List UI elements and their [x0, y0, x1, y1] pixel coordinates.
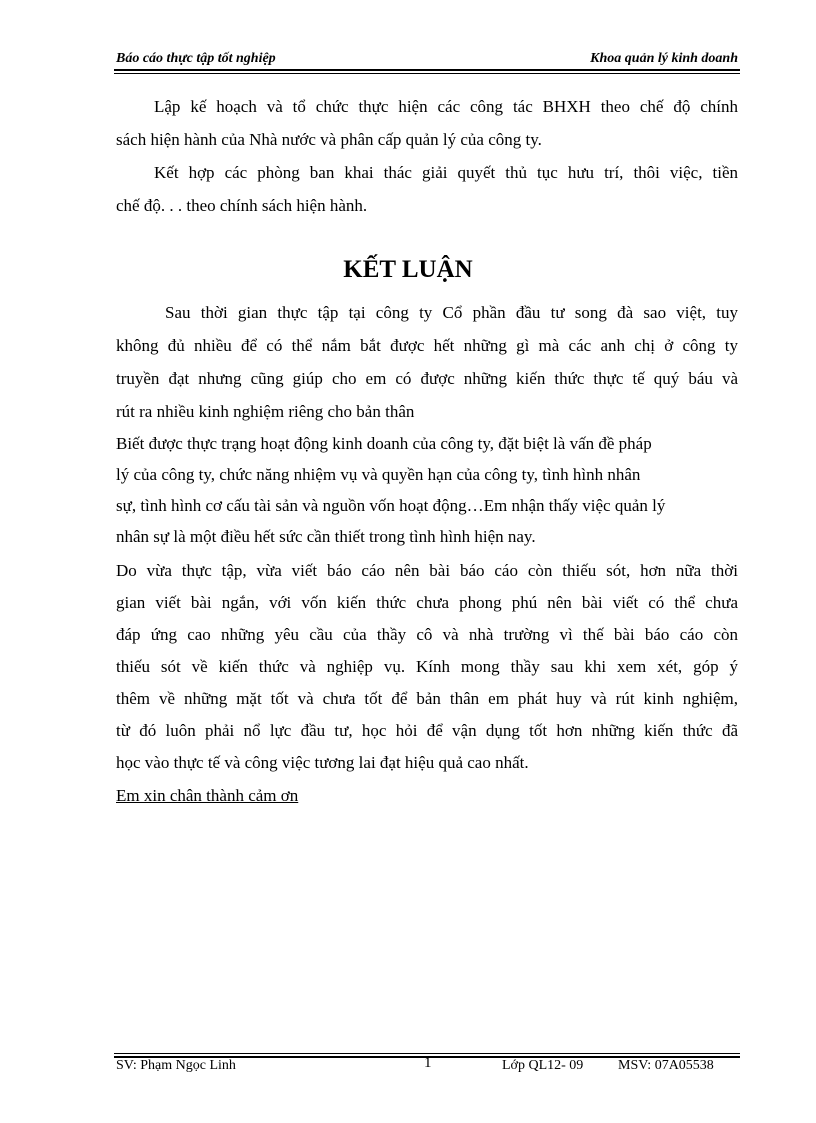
body-paragraph-1-line-1: Lập kế hoạch và tổ chức thực hiện các công tác BHXH theo chế độ chính — [154, 97, 738, 116]
footer-divider-thin — [114, 1053, 740, 1054]
conclusion-paragraph-3-line-3: đáp ứng cao những yêu cầu của thầy cô và nhà trường vì thế bài báo cáo còn — [116, 625, 738, 644]
body-paragraph-2-line-2: chế độ. . . theo chính sách hiện hành. — [116, 196, 368, 215]
conclusion-paragraph-1-line-4: rút ra nhiều kinh nghiệm riêng cho bản thân — [116, 402, 415, 421]
closing-thanks: Em xin chân thành cảm ơn — [116, 786, 299, 805]
conclusion-paragraph-1-line-2: không đủ nhiều để có thể nắm bắt được hết những gì mà các anh chị ở công ty — [116, 336, 738, 355]
conclusion-paragraph-1-line-1: Sau thời gian thực tập tại công ty Cổ phần đầu tư song đà sao việt, tuy — [165, 303, 738, 322]
conclusion-paragraph-3-line-6: từ đó luôn phải nổ lực đầu tư, học hỏi để vận dụng tốt hơn những kiến thức đã — [116, 721, 738, 740]
conclusion-paragraph-2-line-4: nhân sự là một điều hết sức cần thiết trong tình hình hiện nay. — [116, 527, 536, 546]
body-paragraph-1-line-2: sách hiện hành của Nhà nước và phân cấp quản lý của công ty. — [116, 130, 542, 149]
header-divider — [114, 69, 740, 71]
header-report-title: Báo cáo thực tập tốt nghiệp — [116, 51, 276, 66]
conclusion-title: KẾT LUẬN — [343, 256, 473, 283]
conclusion-paragraph-3-line-2: gian viết bài ngắn, với vốn kiến thức chưa phong phú nên bài viết có thể chưa — [116, 593, 738, 612]
page-number: 1 — [424, 1055, 432, 1071]
conclusion-paragraph-2-line-3: sự, tình hình cơ cấu tài sản và nguồn vốn hoạt động…Em nhận thấy việc quản lý — [116, 496, 666, 515]
footer-class: Lớp QL12- 09 — [502, 1058, 584, 1073]
footer-student-name: SV: Phạm Ngọc Linh — [116, 1058, 236, 1073]
conclusion-paragraph-1-line-3: truyền đạt nhưng cũng giúp cho em có được những kiến thức thực tế quý báu và — [116, 369, 738, 388]
header-divider-thin — [114, 73, 740, 74]
conclusion-paragraph-2-line-1: Biết được thực trạng hoạt động kinh doanh của công ty, đặt biệt là vấn đề pháp — [116, 434, 652, 453]
footer-student-id: MSV: 07A05538 — [618, 1058, 714, 1073]
conclusion-paragraph-2-line-2: lý của công ty, chức năng nhiệm vụ và quyền hạn của công ty, tình hình nhân — [116, 465, 641, 484]
conclusion-paragraph-3-line-5: thêm về những mặt tốt và chưa tốt để bản thân em phát huy và rút kinh nghiệm, — [116, 689, 738, 708]
conclusion-paragraph-3-line-1: Do vừa thực tập, vừa viết báo cáo nên bài báo cáo còn thiếu sót, hơn nữa thời — [116, 561, 738, 580]
header-faculty: Khoa quản lý kinh doanh — [590, 51, 738, 66]
page-header — [114, 50, 740, 70]
conclusion-paragraph-3-line-7: học vào thực tế và công việc tương lai đạt hiệu quả cao nhất. — [116, 753, 529, 772]
body-paragraph-2-line-1: Kết hợp các phòng ban khai thác giải quyết thủ tục hưu trí, thôi việc, tiền — [154, 163, 738, 182]
conclusion-paragraph-3-line-4: thiếu sót về kiến thức và nghiệp vụ. Kính mong thầy sau khi xem xét, góp ý — [116, 657, 738, 676]
